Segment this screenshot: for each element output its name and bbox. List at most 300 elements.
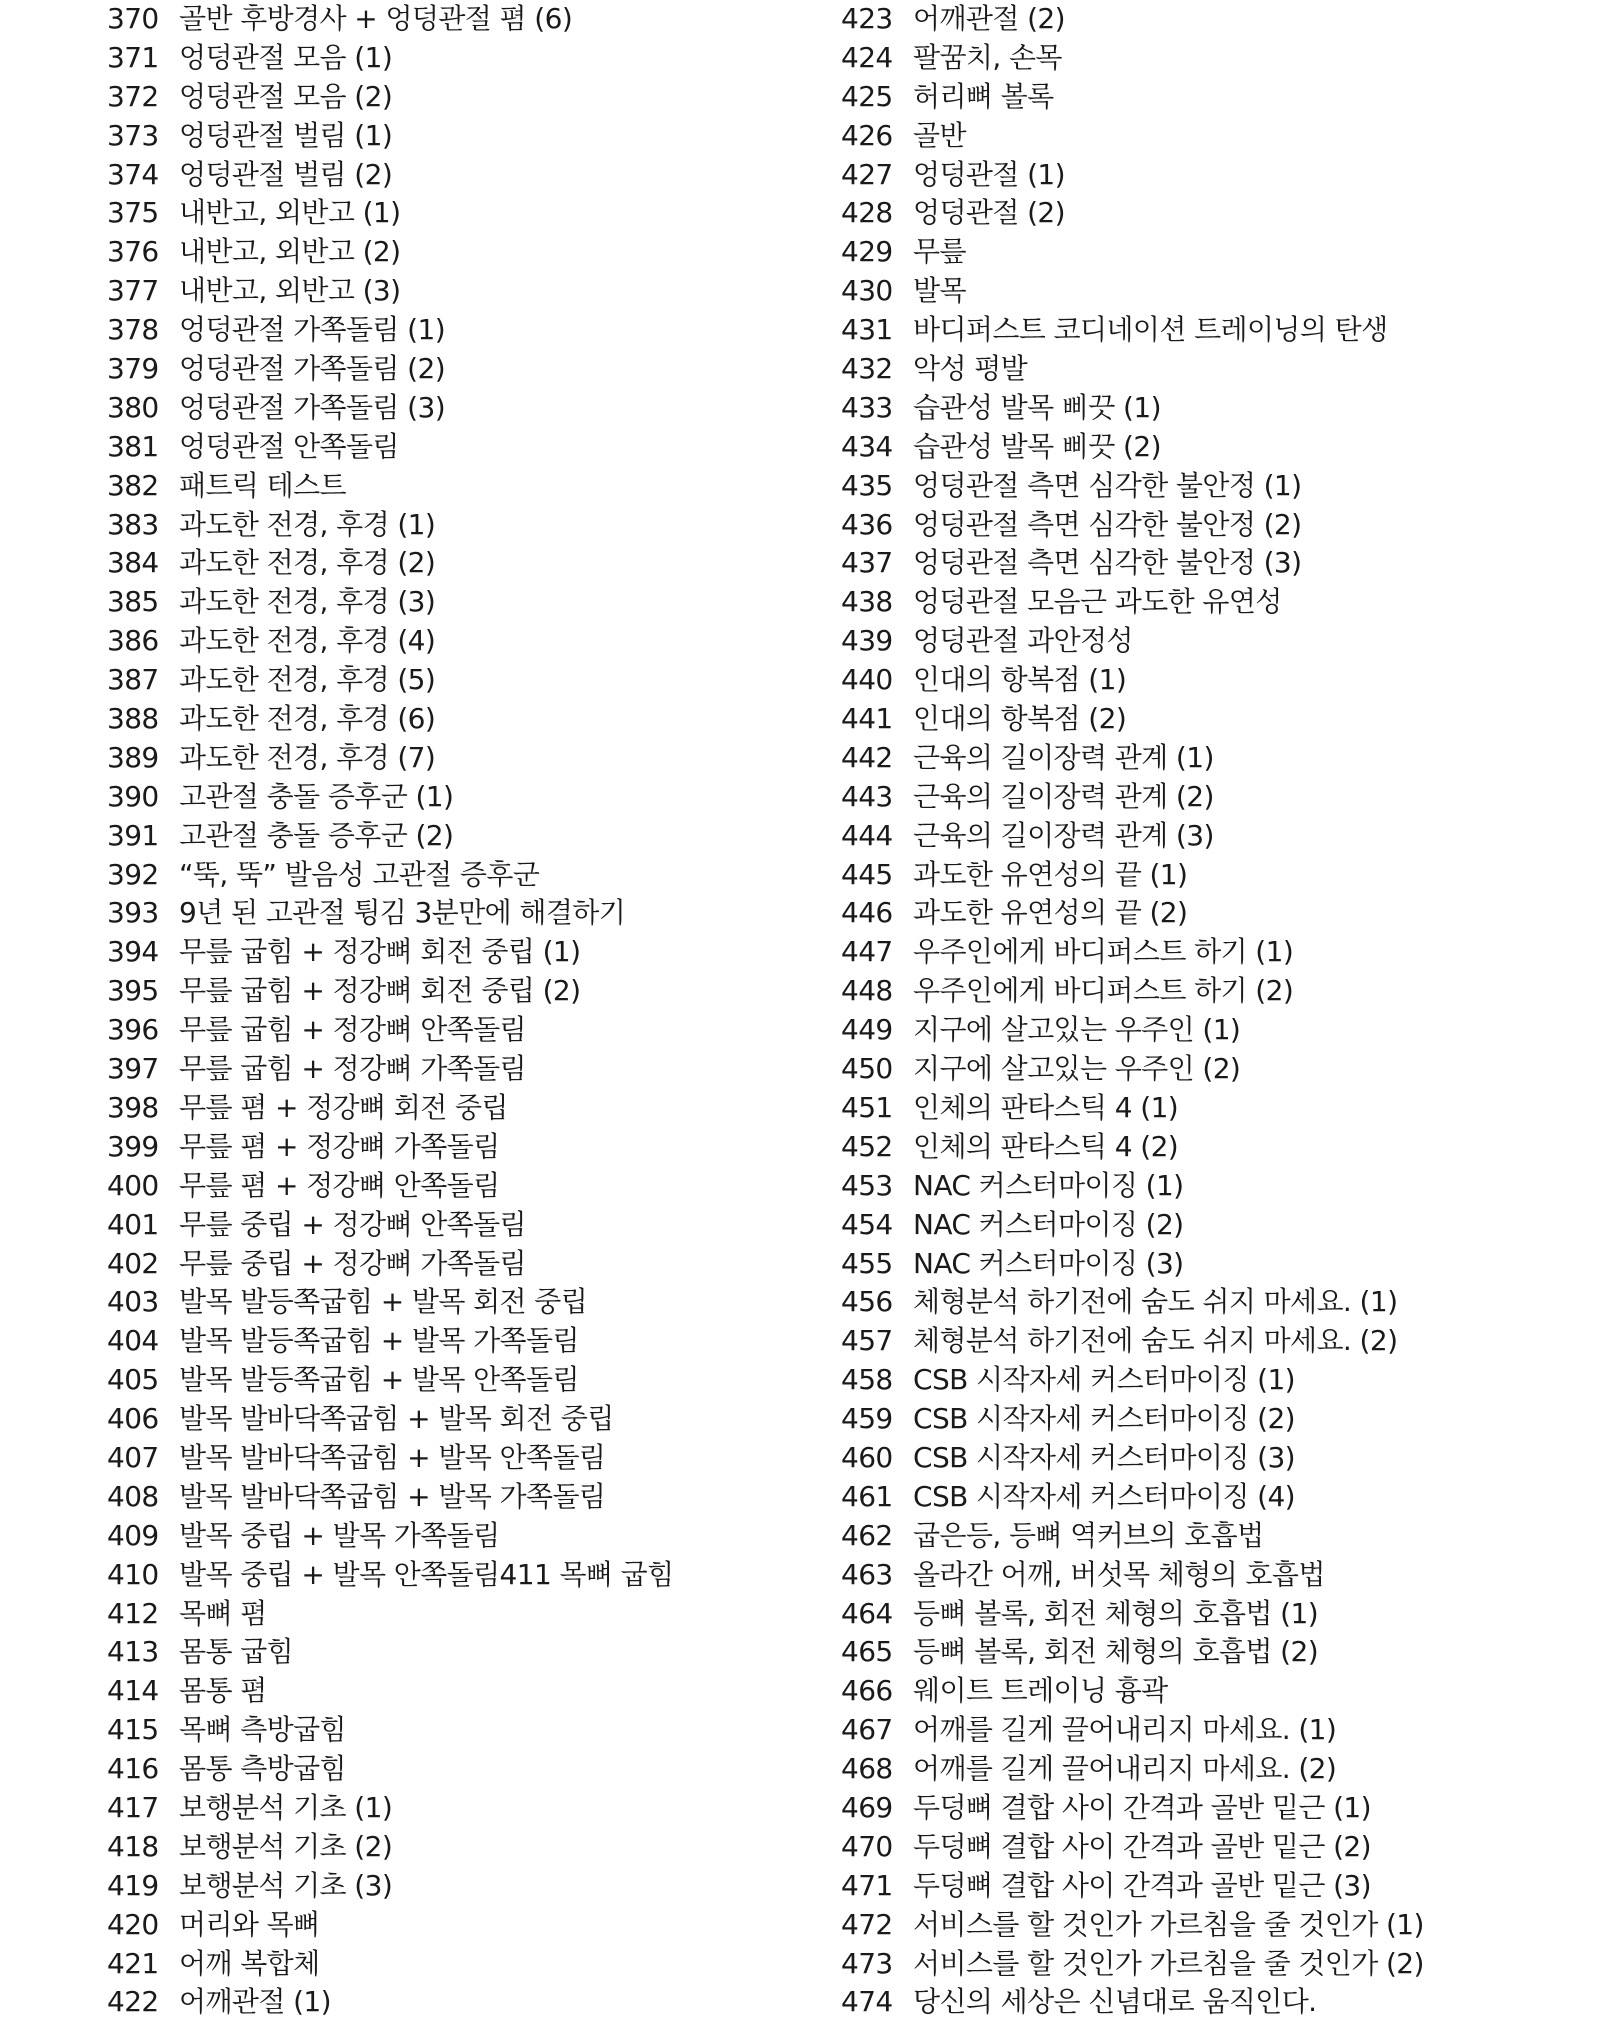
toc-entry — [107, 272, 827, 311]
toc-entry-title: “뚝, 뚝” 발음성 고관절 증후군 — [179, 857, 540, 891]
toc-entry-number: 404 — [107, 1324, 159, 1358]
toc-entry-number: 370 — [107, 2, 159, 35]
toc-entry — [841, 1050, 1581, 1089]
toc-entry-number: 472 — [841, 1907, 893, 1941]
toc-entry-number: 444 — [841, 818, 893, 852]
toc-entry-number: 473 — [841, 1946, 893, 1980]
toc-entry — [841, 389, 1581, 428]
toc-entry — [107, 1283, 827, 1322]
toc-entry-title: 습관성 발목 삐끗 (1) — [913, 390, 1161, 424]
toc-entry — [841, 1322, 1581, 1361]
toc-entry-number: 435 — [841, 468, 893, 502]
toc-entry — [107, 78, 827, 117]
toc-entry — [107, 1945, 827, 1984]
toc-entry — [841, 1906, 1581, 1945]
toc-entry-title: 올라간 어깨, 버섯목 체형의 호흡법 — [913, 1557, 1325, 1591]
toc-entry-number: 406 — [107, 1402, 159, 1436]
toc-entry-number: 376 — [107, 235, 159, 269]
toc-entry-title: 엉덩관절 벌림 (2) — [179, 157, 393, 191]
toc-entry — [841, 78, 1581, 117]
toc-entry — [841, 1128, 1581, 1167]
toc-entry-title: 발목 발등쪽굽힘 + 발목 안쪽돌림 — [179, 1363, 579, 1397]
toc-entry-title: 과도한 전경, 후경 (1) — [179, 507, 436, 541]
toc-entry-number: 415 — [107, 1713, 159, 1747]
toc-entry — [841, 1478, 1581, 1517]
toc-entry-title: 과도한 유연성의 끝 (1) — [913, 857, 1188, 891]
toc-entry-title: 내반고, 외반고 (3) — [179, 274, 401, 308]
toc-entry — [841, 1245, 1581, 1284]
toc-entry — [107, 506, 827, 545]
toc-entry-title: 발목 중립 + 발목 가쪽돌림 — [179, 1518, 500, 1552]
toc-entry-title: 과도한 전경, 후경 (4) — [179, 624, 436, 658]
toc-entry-number: 373 — [107, 118, 159, 152]
toc-entry-title: 엉덩관절 측면 심각한 불안정 (1) — [913, 468, 1302, 502]
toc-entry-title: 무릎 폄 + 정강뼈 회전 중립 — [179, 1090, 508, 1124]
toc-entry — [841, 156, 1581, 195]
toc-entry — [841, 117, 1581, 156]
toc-entry — [107, 778, 827, 817]
toc-entry-number: 468 — [841, 1752, 893, 1786]
toc-entry-title: CSB 시작자세 커스터마이징 (4) — [913, 1479, 1295, 1513]
toc-entry-number: 418 — [107, 1829, 159, 1863]
toc-entry — [841, 1167, 1581, 1206]
toc-entry-title: 우주인에게 바디퍼스트 하기 (1) — [913, 935, 1294, 969]
toc-entry-number: 416 — [107, 1752, 159, 1786]
toc-entry-number: 386 — [107, 624, 159, 658]
toc-entry-number: 400 — [107, 1168, 159, 1202]
toc-entry-title: 무릎 — [913, 235, 966, 269]
toc-entry-number: 396 — [107, 1013, 159, 1047]
toc-entry-number: 421 — [107, 1946, 159, 1980]
toc-entry-number: 454 — [841, 1207, 893, 1241]
toc-entry-title: 엉덩관절 가쪽돌림 (2) — [179, 352, 446, 386]
toc-entry-title: 근육의 길이장력 관계 (2) — [913, 779, 1214, 813]
toc-entry-number: 382 — [107, 468, 159, 502]
toc-entry-number: 445 — [841, 857, 893, 891]
toc-entry-title: 어깨관절 (1) — [179, 1985, 331, 2019]
toc-entry-number: 457 — [841, 1324, 893, 1358]
toc-entry-number: 387 — [107, 663, 159, 697]
toc-entry — [107, 350, 827, 389]
toc-entry-title: 엉덩관절 안쪽돌림 — [179, 429, 399, 463]
toc-entry-title: 근육의 길이장력 관계 (3) — [913, 818, 1214, 852]
toc-entry-number: 372 — [107, 79, 159, 113]
toc-entry — [107, 1867, 827, 1906]
toc-entry-number: 434 — [841, 429, 893, 463]
toc-entry — [107, 311, 827, 350]
toc-entry-number: 408 — [107, 1479, 159, 1513]
toc-entry-title: 무릎 폄 + 정강뼈 가쪽돌림 — [179, 1129, 500, 1163]
toc-entry — [107, 1672, 827, 1711]
toc-entry-title: 보행분석 기초 (3) — [179, 1868, 393, 1902]
toc-entry-title: 서비스를 할 것인가 가르침을 줄 것인가 (2) — [913, 1946, 1424, 1980]
toc-entry-title: NAC 커스터마이징 (1) — [913, 1168, 1184, 1202]
toc-entry-number: 402 — [107, 1246, 159, 1280]
toc-entry-title: 무릎 중립 + 정강뼈 가쪽돌림 — [179, 1246, 526, 1280]
toc-entry-number: 428 — [841, 196, 893, 230]
toc-entry-title: 머리와 목뼈 — [179, 1907, 320, 1941]
toc-entry-title: 인체의 판타스틱 4 (2) — [913, 1129, 1179, 1163]
toc-entry-number: 440 — [841, 663, 893, 697]
toc-entry — [841, 39, 1581, 78]
toc-entry-title: 서비스를 할 것인가 가르침을 줄 것인가 (1) — [913, 1907, 1424, 1941]
toc-entry-title: 엉덩관절 벌림 (1) — [179, 118, 393, 152]
toc-entry-title: 과도한 전경, 후경 (3) — [179, 585, 436, 619]
toc-entry-number: 449 — [841, 1013, 893, 1047]
toc-entry-title: CSB 시작자세 커스터마이징 (1) — [913, 1363, 1295, 1397]
toc-column-right — [841, 0, 1581, 2022]
toc-entry-number: 395 — [107, 974, 159, 1008]
toc-entry — [107, 0, 827, 39]
toc-entry-number: 394 — [107, 935, 159, 969]
toc-entry-title: 엉덩관절 과안정성 — [913, 624, 1133, 658]
toc-entry-number: 456 — [841, 1285, 893, 1319]
toc-column-left — [107, 0, 827, 2022]
toc-entry — [841, 817, 1581, 856]
toc-entry — [841, 0, 1581, 39]
toc-entry-number: 392 — [107, 857, 159, 891]
toc-entry — [107, 233, 827, 272]
toc-entry — [841, 856, 1581, 895]
toc-entry-title: NAC 커스터마이징 (3) — [913, 1246, 1184, 1280]
toc-entry-title: 체형분석 하기전에 숨도 쉬지 마세요. (1) — [913, 1285, 1398, 1319]
toc-entry-number: 385 — [107, 585, 159, 619]
toc-entry-title: 몸통 측방굽힘 — [179, 1752, 346, 1786]
toc-entry-number: 469 — [841, 1790, 893, 1824]
toc-entry-number: 465 — [841, 1635, 893, 1669]
toc-entry — [841, 233, 1581, 272]
toc-entry-title: 당신의 세상은 신념대로 움직인다. — [913, 1985, 1317, 2019]
toc-entry — [841, 350, 1581, 389]
toc-entry-title: 발목 발등쪽굽힘 + 발목 가쪽돌림 — [179, 1324, 579, 1358]
toc-entry-number: 452 — [841, 1129, 893, 1163]
toc-entry-number: 442 — [841, 740, 893, 774]
toc-entry-number: 410 — [107, 1557, 159, 1591]
toc-entry-title: 엉덩관절 모음 (1) — [179, 40, 393, 74]
toc-entry-number: 447 — [841, 935, 893, 969]
toc-entry-title: 내반고, 외반고 (1) — [179, 196, 401, 230]
toc-entry-title: 등뼈 볼록, 회전 체형의 호흡법 (2) — [913, 1635, 1319, 1669]
toc-entry — [107, 156, 827, 195]
toc-entry-title: 무릎 굽힘 + 정강뼈 가쪽돌림 — [179, 1052, 526, 1086]
toc-entry-number: 419 — [107, 1868, 159, 1902]
toc-entry — [107, 1206, 827, 1245]
toc-entry — [107, 817, 827, 856]
toc-entry-title: NAC 커스터마이징 (2) — [913, 1207, 1184, 1241]
toc-entry — [107, 1128, 827, 1167]
toc-entry — [107, 1245, 827, 1284]
toc-entry-title: 엉덩관절 측면 심각한 불안정 (3) — [913, 546, 1302, 580]
toc-entry-title: 엉덩관절 모음근 과도한 유연성 — [913, 585, 1282, 619]
toc-entry-number: 460 — [841, 1440, 893, 1474]
toc-entry-number: 375 — [107, 196, 159, 230]
toc-entry-number: 462 — [841, 1518, 893, 1552]
toc-entry-title: 굽은등, 등뼈 역커브의 호흡법 — [913, 1518, 1264, 1552]
toc-entry — [107, 933, 827, 972]
toc-entry-number: 433 — [841, 390, 893, 424]
toc-entry — [841, 1283, 1581, 1322]
toc-entry — [841, 1711, 1581, 1750]
toc-entry-number: 448 — [841, 974, 893, 1008]
toc-entry — [841, 1750, 1581, 1789]
toc-entry — [841, 1556, 1581, 1595]
toc-entry — [841, 661, 1581, 700]
toc-entry — [841, 1983, 1581, 2022]
toc-entry-title: 무릎 굽힘 + 정강뼈 안쪽돌림 — [179, 1013, 526, 1047]
toc-entry-title: 과도한 유연성의 끝 (2) — [913, 896, 1188, 930]
toc-entry — [841, 1672, 1581, 1711]
toc-entry — [107, 1478, 827, 1517]
toc-entry-title: 무릎 중립 + 정강뼈 안쪽돌림 — [179, 1207, 526, 1241]
toc-entry — [107, 1011, 827, 1050]
toc-entry-number: 443 — [841, 779, 893, 813]
toc-entry — [107, 1595, 827, 1634]
toc-entry-title: 습관성 발목 삐끗 (2) — [913, 429, 1161, 463]
toc-entry-title: 과도한 전경, 후경 (2) — [179, 546, 436, 580]
toc-entry-title: 팔꿈치, 손목 — [913, 40, 1062, 74]
toc-entry-title: 보행분석 기초 (1) — [179, 1790, 393, 1824]
toc-entry — [107, 1750, 827, 1789]
toc-entry — [841, 778, 1581, 817]
toc-entry-number: 425 — [841, 79, 893, 113]
toc-entry-title: 보행분석 기초 (2) — [179, 1829, 393, 1863]
toc-entry — [107, 1633, 827, 1672]
toc-entry — [841, 1867, 1581, 1906]
toc-entry-number: 426 — [841, 118, 893, 152]
toc-entry — [107, 544, 827, 583]
toc-entry-number: 436 — [841, 507, 893, 541]
toc-entry-title: 체형분석 하기전에 숨도 쉬지 마세요. (2) — [913, 1324, 1398, 1358]
toc-entry-number: 470 — [841, 1829, 893, 1863]
toc-entry — [107, 1050, 827, 1089]
toc-entry-title: 허리뼈 볼록 — [913, 79, 1054, 113]
toc-entry-title: 고관절 충돌 증후군 (2) — [179, 818, 454, 852]
toc-entry-title: 인대의 항복점 (1) — [913, 663, 1127, 697]
toc-entry — [841, 933, 1581, 972]
toc-entry — [841, 467, 1581, 506]
toc-entry-title: 지구에 살고있는 우주인 (1) — [913, 1013, 1241, 1047]
toc-entry — [841, 272, 1581, 311]
toc-entry-title: 근육의 길이장력 관계 (1) — [913, 740, 1214, 774]
toc-entry-title: 발목 발바닥쪽굽힘 + 발목 회전 중립 — [179, 1402, 614, 1436]
toc-entry-number: 401 — [107, 1207, 159, 1241]
toc-entry — [107, 739, 827, 778]
toc-entry-title: 어깨를 길게 끌어내리지 마세요. (1) — [913, 1713, 1337, 1747]
toc-entry-number: 374 — [107, 157, 159, 191]
toc-entry-title: 무릎 굽힘 + 정강뼈 회전 중립 (2) — [179, 974, 581, 1008]
toc-entry-title: 두덩뼈 결합 사이 간격과 골반 밑근 (3) — [913, 1868, 1371, 1902]
toc-entry — [107, 1322, 827, 1361]
toc-entry-title: 내반고, 외반고 (2) — [179, 235, 401, 269]
toc-entry-title: 악성 평발 — [913, 352, 1028, 386]
toc-entry-number: 464 — [841, 1596, 893, 1630]
toc-entry — [107, 622, 827, 661]
toc-entry-number: 393 — [107, 896, 159, 930]
toc-entry-number: 455 — [841, 1246, 893, 1280]
toc-entry — [841, 894, 1581, 933]
toc-entry-title: 고관절 충돌 증후군 (1) — [179, 779, 454, 813]
toc-entry-number: 414 — [107, 1674, 159, 1708]
toc-entry-number: 381 — [107, 429, 159, 463]
toc-entry-number: 424 — [841, 40, 893, 74]
toc-entry — [107, 1828, 827, 1867]
toc-entry-number: 412 — [107, 1596, 159, 1630]
toc-entry-title: 패트릭 테스트 — [179, 468, 346, 502]
toc-entry — [107, 1556, 827, 1595]
toc-entry-number: 450 — [841, 1052, 893, 1086]
toc-entry-title: 엉덩관절 가쪽돌림 (1) — [179, 313, 446, 347]
toc-entry-title: CSB 시작자세 커스터마이징 (2) — [913, 1402, 1295, 1436]
toc-entry-number: 389 — [107, 740, 159, 774]
toc-entry-number: 422 — [107, 1985, 159, 2019]
toc-entry-title: 발목 — [913, 274, 966, 308]
toc-entry-number: 371 — [107, 40, 159, 74]
toc-entry-title: 인대의 항복점 (2) — [913, 702, 1127, 736]
toc-entry — [107, 117, 827, 156]
toc-entry-number: 453 — [841, 1168, 893, 1202]
toc-entry-number: 439 — [841, 624, 893, 658]
toc-entry-title: 무릎 폄 + 정강뼈 안쪽돌림 — [179, 1168, 500, 1202]
toc-entry-title: 몸통 굽힘 — [179, 1635, 294, 1669]
toc-entry — [841, 700, 1581, 739]
toc-entry-title: 엉덩관절 측면 심각한 불안정 (2) — [913, 507, 1302, 541]
toc-entry-number: 403 — [107, 1285, 159, 1319]
toc-entry — [841, 622, 1581, 661]
toc-entry — [841, 1439, 1581, 1478]
toc-entry-number: 384 — [107, 546, 159, 580]
toc-entry — [107, 1711, 827, 1750]
toc-entry-number: 397 — [107, 1052, 159, 1086]
toc-entry-title: 지구에 살고있는 우주인 (2) — [913, 1052, 1241, 1086]
toc-entry-title: 무릎 굽힘 + 정강뼈 회전 중립 (1) — [179, 935, 581, 969]
toc-entry — [107, 1089, 827, 1128]
toc-entry — [841, 1361, 1581, 1400]
toc-entry — [841, 506, 1581, 545]
toc-entry — [841, 428, 1581, 467]
toc-entry-number: 458 — [841, 1363, 893, 1397]
toc-entry-number: 431 — [841, 313, 893, 347]
toc-entry-number: 405 — [107, 1363, 159, 1397]
toc-entry — [107, 972, 827, 1011]
toc-entry-number: 446 — [841, 896, 893, 930]
toc-entry — [107, 428, 827, 467]
toc-entry-number: 451 — [841, 1090, 893, 1124]
toc-entry-number: 390 — [107, 779, 159, 813]
toc-entry-number: 407 — [107, 1440, 159, 1474]
toc-entry-number: 430 — [841, 274, 893, 308]
toc-entry — [841, 194, 1581, 233]
toc-entry-title: 바디퍼스트 코디네이션 트레이닝의 탄생 — [913, 313, 1388, 347]
toc-entry — [107, 1906, 827, 1945]
toc-entry — [107, 39, 827, 78]
toc-entry-number: 427 — [841, 157, 893, 191]
toc-entry-title: 발목 발등쪽굽힘 + 발목 회전 중립 — [179, 1285, 588, 1319]
toc-entry — [107, 583, 827, 622]
toc-entry-title: 발목 발바닥쪽굽힘 + 발목 안쪽돌림 — [179, 1440, 606, 1474]
toc-entry — [107, 389, 827, 428]
toc-entry — [107, 1167, 827, 1206]
toc-entry-number: 417 — [107, 1790, 159, 1824]
toc-entry — [841, 1517, 1581, 1556]
toc-entry — [107, 894, 827, 933]
toc-entry-title: 과도한 전경, 후경 (6) — [179, 702, 436, 736]
toc-entry-number: 398 — [107, 1090, 159, 1124]
toc-entry-title: 웨이트 트레이닝 흉곽 — [913, 1674, 1168, 1708]
toc-entry-title: 어깨관절 (2) — [913, 2, 1065, 35]
toc-entry — [841, 1789, 1581, 1828]
toc-entry-title: 두덩뼈 결합 사이 간격과 골반 밑근 (2) — [913, 1829, 1371, 1863]
toc-entry — [841, 1595, 1581, 1634]
toc-entry — [841, 1011, 1581, 1050]
toc-entry-title: 두덩뼈 결합 사이 간격과 골반 밑근 (1) — [913, 1790, 1371, 1824]
toc-entry — [841, 739, 1581, 778]
toc-entry — [107, 1983, 827, 2022]
toc-entry-number: 399 — [107, 1129, 159, 1163]
toc-entry-title: 목뼈 측방굽힘 — [179, 1713, 346, 1747]
toc-entry-number: 467 — [841, 1713, 893, 1747]
toc-entry-number: 377 — [107, 274, 159, 308]
toc-entry-number: 420 — [107, 1907, 159, 1941]
toc-entry-title: 과도한 전경, 후경 (5) — [179, 663, 436, 697]
toc-entry — [841, 1633, 1581, 1672]
toc-entry — [841, 1828, 1581, 1867]
toc-entry — [107, 1517, 827, 1556]
toc-entry-title: 과도한 전경, 후경 (7) — [179, 740, 436, 774]
toc-entry-title: 엉덩관절 (1) — [913, 157, 1065, 191]
toc-entry-number: 463 — [841, 1557, 893, 1591]
toc-entry-title: 엉덩관절 모음 (2) — [179, 79, 393, 113]
toc-entry-number: 413 — [107, 1635, 159, 1669]
toc-entry-title: 9년 된 고관절 튕김 3분만에 해결하기 — [179, 896, 626, 930]
toc-entry-title: 등뼈 볼록, 회전 체형의 호흡법 (1) — [913, 1596, 1319, 1630]
toc-entry-number: 471 — [841, 1868, 893, 1902]
toc-entry-number: 474 — [841, 1985, 893, 2019]
toc-entry-title: 우주인에게 바디퍼스트 하기 (2) — [913, 974, 1294, 1008]
toc-entry — [107, 1400, 827, 1439]
toc-entry — [841, 311, 1581, 350]
toc-entry — [841, 1400, 1581, 1439]
toc-entry-number: 409 — [107, 1518, 159, 1552]
toc-entry-number: 441 — [841, 702, 893, 736]
toc-entry — [107, 1439, 827, 1478]
toc-entry — [841, 1945, 1581, 1984]
toc-entry-number: 459 — [841, 1402, 893, 1436]
toc-entry — [107, 194, 827, 233]
toc-entry-title: 어깨를 길게 끌어내리지 마세요. (2) — [913, 1752, 1337, 1786]
toc-entry — [841, 1206, 1581, 1245]
toc-entry-title: 목뼈 폄 — [179, 1596, 267, 1630]
toc-entry-number: 466 — [841, 1674, 893, 1708]
toc-entry — [107, 1361, 827, 1400]
toc-entry — [841, 544, 1581, 583]
toc-entry-title: 몸통 폄 — [179, 1674, 267, 1708]
toc-entry-number: 383 — [107, 507, 159, 541]
toc-entry — [841, 583, 1581, 622]
toc-entry-number: 380 — [107, 390, 159, 424]
toc-entry-number: 437 — [841, 546, 893, 580]
toc-entry-number: 438 — [841, 585, 893, 619]
toc-entry-number: 391 — [107, 818, 159, 852]
toc-entry — [841, 972, 1581, 1011]
toc-entry-number: 432 — [841, 352, 893, 386]
toc-entry-title: 골반 — [913, 118, 966, 152]
toc-entry-title: 인체의 판타스틱 4 (1) — [913, 1090, 1179, 1124]
toc-entry-title: 골반 후방경사 + 엉덩관절 폄 (6) — [179, 2, 573, 35]
toc-entry-title: CSB 시작자세 커스터마이징 (3) — [913, 1440, 1295, 1474]
toc-entry-number: 379 — [107, 352, 159, 386]
toc-entry-number: 429 — [841, 235, 893, 269]
toc-entry — [841, 1089, 1581, 1128]
